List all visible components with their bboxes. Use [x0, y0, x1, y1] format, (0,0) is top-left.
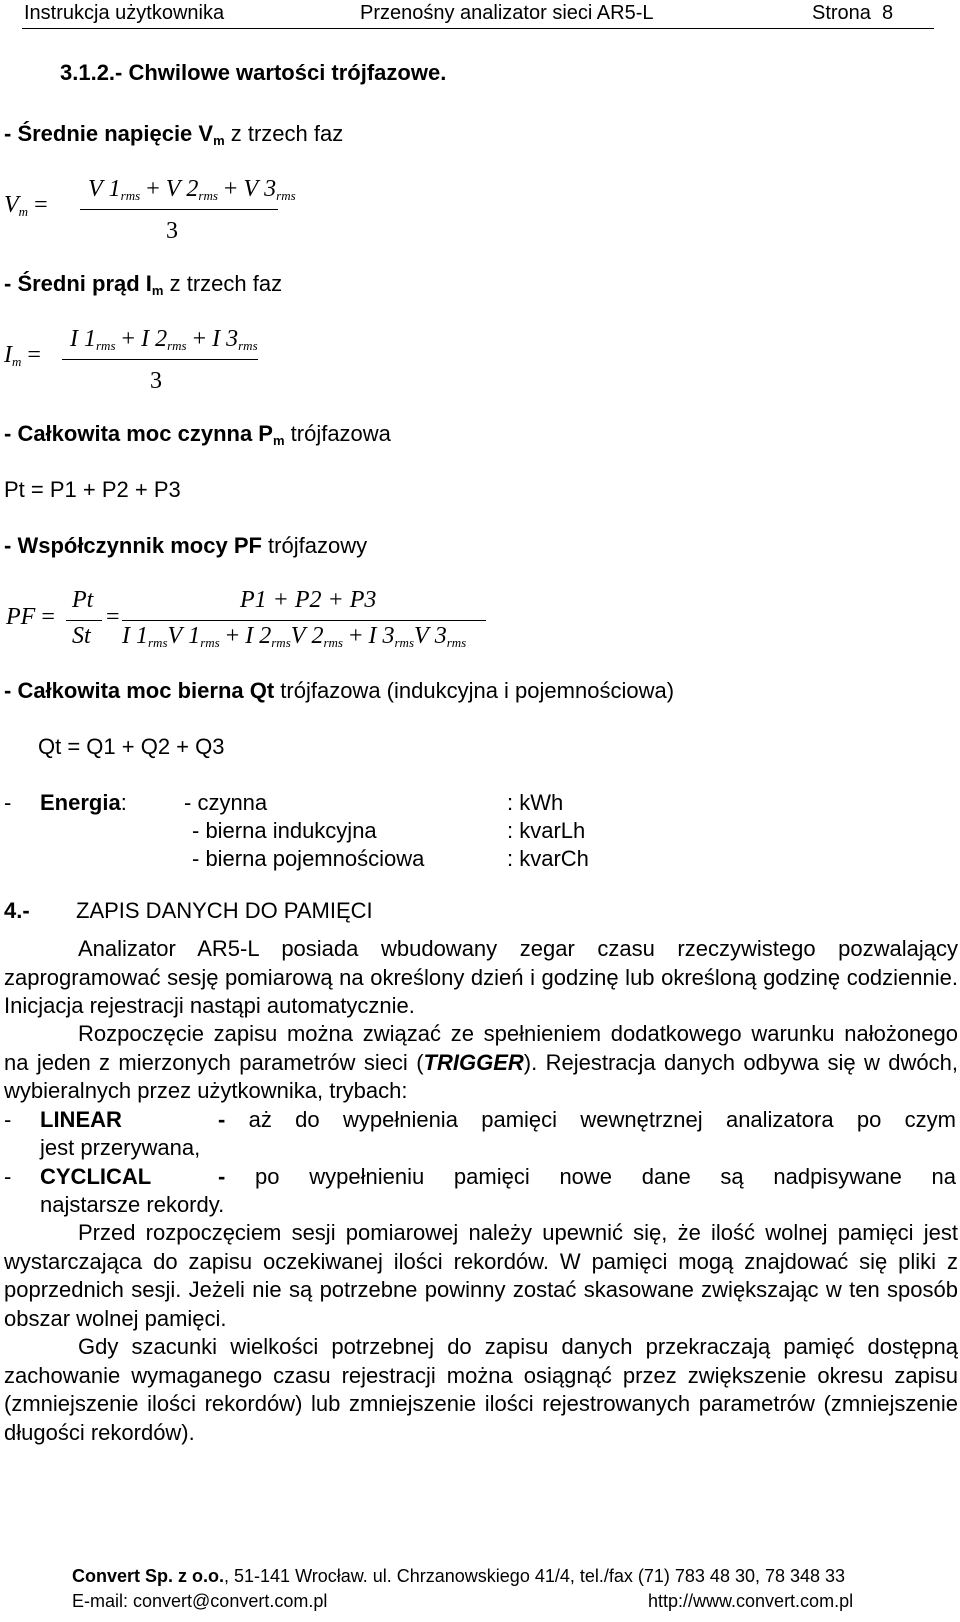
- im-fraction-bar: [62, 359, 258, 360]
- mode-cyclical-name: CYCLICAL: [40, 1164, 152, 1189]
- pf-equals-2: =: [106, 604, 120, 630]
- pf-formula-lhs: PF =: [6, 604, 55, 630]
- pf-heading-bold: - Współczynnik mocy PF: [4, 533, 262, 558]
- header-doc-title: Instrukcja użytkownika: [24, 2, 225, 24]
- pt-formula: Pt = P1 + P2 + P3: [4, 477, 181, 502]
- vm-heading-rest: z trzech faz: [224, 121, 344, 146]
- section-title: 3.1.2.- Chwilowe wartości trójfazowe.: [60, 60, 447, 85]
- paragraph-3: Przed rozpoczęciem sesji pomiarowej należy upewnić się, że ilość wolnej pamięci jest wystarczająca do zapisu oczekiwanej ilości rekordów. W pamięci mogą znajdować się pliki z poprzednich sesji. Jeżeli nie są potrzebne powinny zostać skasowane zwiększając w ten sposób obszar wolnej pamięci.: [4, 1220, 958, 1332]
- vm-formula-numerator: V $1_{rms} + V$ $2_{rms} + V$ $3_{rms}$: [88, 176, 296, 203]
- paragraph-1: Analizator AR5-L posiada wbudowany zegar czasu rzeczywistego pozwalający zaprogramować sesję pomiarową na określony dzień i godzinę lub określoną godzinę codziennie. Inicjacja rejestracji nastąpi automatycznie.: [4, 936, 958, 1019]
- footer-company: Convert Sp. z o.o.: [72, 1566, 225, 1586]
- mode-linear-dash: -: [4, 1107, 12, 1132]
- paragraph-2: Rozpoczęcie zapisu można związać ze spełnieniem dodatkowego warunku nałożonego na jeden z mierzonych parametrów sieci (TRIGGER). Rejestracja danych odbywa się w dwóch, wybieralnych przez użytkownika, trybach:: [4, 1021, 958, 1104]
- trigger-keyword: TRIGGER: [423, 1049, 524, 1075]
- pm-heading-sub: m: [272, 433, 285, 448]
- vm-heading-sub: m: [213, 133, 225, 148]
- mode-linear-name: LINEAR: [40, 1107, 122, 1132]
- mode-cyclical-text-cont: najstarsze rekordy.: [40, 1192, 225, 1217]
- mode-cyclical-dash: -: [4, 1164, 12, 1189]
- im-heading-sub: m: [151, 283, 164, 298]
- mode-cyclical-text: - po wypełnieniu pamięci nowe dane są nadpisywane na: [218, 1164, 956, 1189]
- pf-heading: [4, 533, 367, 559]
- energy-row-unit: : kvarLh: [507, 818, 586, 843]
- header-device-name: Przenośny analizator sieci AR5-L: [360, 2, 654, 24]
- paragraph-4: Gdy szacunki wielkości potrzebnej do zapisu danych przekraczają pamięć dostępną zachowanie wymaganego czasu rejestracji można osiągnąć przez zwiększenie okresu zapisu (zmniejszenie ilości rekordów) lub zmniejszenie ilości rejestrowanych parametrów (zmniejszenie długości rekordów).: [4, 1334, 958, 1446]
- header-rule: [22, 28, 934, 29]
- qt-heading-bold: - Całkowita moc bierna Qt: [4, 678, 275, 703]
- pf-fraction-bar-1: [66, 620, 102, 621]
- qt-heading-rest: trójfazowa (indukcyjna i pojemnościowa): [274, 678, 675, 703]
- pf-formula-denominator-1: St: [72, 623, 91, 649]
- pm-heading-bold: - Całkowita moc czynna P: [4, 421, 273, 446]
- im-heading-rest: z trzech faz: [163, 271, 283, 296]
- vm-formula-lhs: $V_m$ =: [4, 192, 48, 219]
- energy-row-unit: : kvarCh: [507, 846, 589, 871]
- energy-row-name: - bierna pojemnościowa: [192, 846, 425, 871]
- footer-email[interactable]: E-mail: convert@convert.com.pl: [72, 1591, 328, 1611]
- footer-address: Convert Sp. z o.o., 51-141 Wrocław. ul. Chrzanowskiego 41/4, tel./fax (71) 783 48 30, 78 348 33: [72, 1566, 846, 1586]
- section-4-title: ZAPIS DANYCH DO PAMIĘCI: [76, 898, 373, 923]
- vm-heading-bold: - Średnie napięcie V: [4, 121, 214, 146]
- energy-row-name: - czynna: [184, 790, 268, 815]
- pf-fraction-bar-2: [122, 620, 486, 621]
- im-formula-numerator: I $1_{rms} + I$ $2_{rms} + I$ $3_{rms}$: [70, 326, 258, 353]
- mode-linear-text-cont: jest przerywana,: [40, 1135, 201, 1160]
- energy-dash: -: [4, 790, 12, 815]
- energy-row-name: - bierna indukcyjna: [192, 818, 377, 843]
- im-heading-bold: - Średni prąd I: [4, 271, 152, 296]
- vm-formula-denominator: 3: [166, 218, 178, 244]
- vm-fraction-bar: [80, 209, 278, 210]
- pf-formula-numerator-2: P1 + P2 + P3: [240, 587, 377, 613]
- section-4-number: 4.-: [4, 898, 30, 923]
- vm-heading: [4, 121, 343, 148]
- footer-website-link[interactable]: http://www.convert.com.pl: [648, 1591, 854, 1611]
- pm-heading-rest: trójfazowa: [284, 421, 391, 446]
- pf-formula-numerator-1: Pt: [72, 587, 94, 613]
- pf-formula-denominator-2: I $1_{rms}V$ $1_{rms} + I$ $2_{rms}V$ $2_{rms} + I$ $3_{rms}V$ $3_{rms}$: [122, 623, 467, 650]
- pf-heading-rest: trójfazowy: [261, 533, 368, 558]
- energy-row-unit: : kWh: [507, 790, 564, 815]
- im-heading: [4, 271, 282, 298]
- im-formula-denominator: 3: [150, 368, 162, 394]
- qt-formula: Qt = Q1 + Q2 + Q3: [38, 734, 225, 759]
- pm-heading: [4, 421, 391, 448]
- header-page-number: Strona 8: [812, 2, 894, 24]
- mode-linear-text: - aż do wypełnienia pamięci wewnętrznej analizatora po czym: [218, 1107, 956, 1132]
- qt-heading: [4, 678, 674, 704]
- im-formula-lhs: $I_m$ =: [4, 342, 41, 369]
- energy-label: Energia:: [40, 790, 127, 815]
